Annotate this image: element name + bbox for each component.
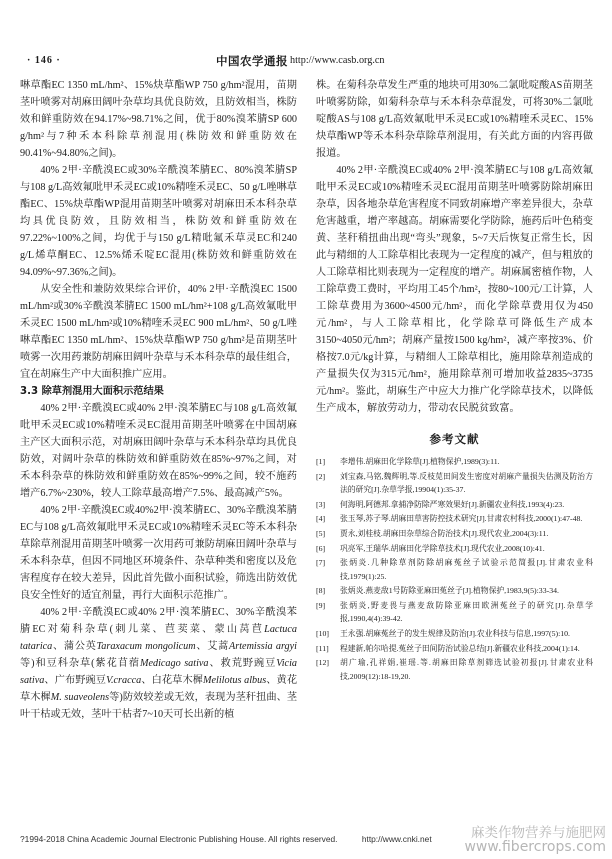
journal-url: http://www.casb.org.cn (290, 55, 385, 66)
paragraph-text: 、救荒野豌豆 (208, 658, 277, 669)
reference-text: 贾永,刘桂枝.胡麻田杂草综合防治技术[J].现代农业,2004(3):11. (340, 529, 549, 539)
paragraph-text: 等)防效较差或无效，表现为茎秆扭曲、茎叶干枯或无效，茎叶干枯者7~10天可长出新的植 (20, 692, 298, 720)
reference-number: [12] (316, 658, 329, 668)
latin-name-text: Melilotus albus (203, 675, 267, 686)
paragraph-text: 、蒲公英 (52, 641, 97, 652)
reference-text: 张炳炎,野麦畏与燕麦敌防除亚麻田欧洲菟丝子的研究[J].杂草学报,1990,4(4):39-42. (340, 601, 593, 624)
paragraph-text: 等)和豆科杂草(紫花苜蓿 (20, 658, 140, 669)
reference-number: [4] (316, 514, 326, 524)
paragraph-text: 株。在菊科杂草发生严重的地块可用30%二氯吡啶酸AS苗期茎叶喷雾防除，如菊科杂草与禾本科杂草混发，可将30%二氯吡啶酸AS与108 g/L高效氟吡甲禾灵EC或10%精喹禾灵EC、15%炔草酯WP等禾本科杂草除草剂混用，有关此方面的内容再做报道。 (316, 80, 593, 159)
reference-item (316, 599, 593, 625)
paragraph-text: 40% 2甲·辛酰溴EC或30%辛酰溴苯腈EC、80%溴苯腈SP与108 g/L高效氟吡甲禾灵EC或10%精喹禾灵EC、50 g/L唑啉草酯EC、15%炔草酯WP混用苗期茎叶喷雾对胡麻田禾本科杂草均具优良防效，且防效相当，株防效和鲜重防效在97.22%~100%之间，均优于与150 g/L精吡氟禾草灵EC和240 g/L烯草酮EC、12.5%烯禾啶EC混用(株防效和鲜重防效在94.09%~97.36%之间)。 (20, 165, 297, 278)
left-column (20, 77, 297, 723)
reference-number: [10] (316, 628, 329, 638)
latin-name-text: Vicia sativa (20, 658, 297, 686)
reference-text: 张玉琴,苏子琴.胡麻田草害防控技术研究[J].甘肃农村科技,2000(1):47-48. (340, 514, 583, 524)
footer-url: http://www.cnki.net (361, 834, 432, 844)
body-paragraph (20, 502, 297, 604)
paragraph-text: 、黄花草木樨 (20, 675, 298, 703)
paragraph-text: 啉草酯EC 1350 mL/hm²、15%炔草酯WP 750 g/hm²混用，苗期茎叶喷雾对胡麻田阔叶杂草均具优良防效，且防效相当，株防效和鲜重防效在94.17%~98.71%之间，优于80%溴苯腈SP 600 g/hm²与7种禾本科除草剂混用(株防效和鲜重防效在90.41%~94.80%之间)。 (20, 80, 297, 159)
reference-number: [2] (316, 471, 326, 481)
reference-text: 张炳炎.燕麦敌1号防除亚麻田菟丝子[J].植物保护,1983,9(5):33-34. (340, 586, 559, 596)
watermark-url: www.fibercrops.com (464, 839, 606, 855)
reference-list (316, 455, 593, 683)
right-body-paragraphs (316, 77, 593, 417)
reference-number: [5] (316, 529, 326, 539)
reference-item (316, 556, 593, 582)
right-column (316, 77, 593, 684)
paragraph-text: 从安全性和兼防效果综合评价，40% 2甲·辛酰溴EC 1500 mL/hm²或30%辛酰溴苯腈EC 1500 mL/hm²+108 g/L高效氟吡甲禾灵EC 1500 mL/hm²或10%精喹禾灵EC 900 mL/hm²、50 g/L唑啉草酯EC 1350 mL/hm²、15%炔草酯WP 750 g/hm²是苗期茎叶喷雾一次用药兼防胡麻田阔叶杂草与禾本科杂草的最佳组合，宜在胡麻生产中大面积推广应用。 (20, 284, 297, 380)
latin-name-text: Artemissia argyi (229, 641, 297, 652)
paragraph-text: 40% 2甲·辛酰溴EC或40% 2甲·溴苯腈EC与108 g/L高效氟吡甲禾灵EC或10%精喹禾灵EC混用苗期茎叶喷雾防除胡麻田杂草，因各地杂草危害程度不同致胡麻增产率差异很大，杂草危害越重，增产率越高。胡麻需要化学防除，施药后叶色稍变黄、茎秆稍扭曲出现“弯头”现象，5~7天后恢复正常生长，因此与精细的人工除草相比表现为一定程度的减产，但与粗放的人工除草相比则表现为一定程度的增产。胡麻属密植作物，人工除草费工费时，平均用工45个/hm²，按80~100元/工计算，人工除草费用为3600~4500元/hm²，而化学除草费用仅为450元/hm²，与人工除草相比，化学除草可降低生产成本3150~4050元/hm²；胡麻产量按1500 kg/hm²，减产率按3%、价格按7.0元/kg计算，与精细人工除草相比，施用除草剂造成的产量损失仅为315元/hm²，施用除草剂可增加收益2835~3735元/hm²。鉴此，胡麻生产中应大力推广化学除草技术，以降低生产成本，解放劳动力，带动农民脱贫致富。 (316, 165, 593, 414)
section-heading: 3.3 除草剂混用大面积示范结果 (20, 386, 164, 397)
watermark-title: 麻类作物营养与施肥网 (471, 825, 606, 841)
body-paragraph (20, 77, 297, 162)
paragraph-text: 40% 2甲·辛酰溴EC或40% 2甲·溴苯腈EC与108 g/L高效氟吡甲禾灵EC或10%精喹禾灵EC混用苗期茎叶喷雾在中国胡麻主产区大面积示范，对胡麻田阔叶杂草与禾本科杂草均具优良防效，对阔叶杂草的株防效和鲜重防效在85%~97%之间，对禾本科杂草的株防效和鲜重防效在85%~99%之间，较不施药增产6.7%~230%，较人工除草最高增产7.5%、最高减产5%。 (20, 403, 297, 499)
latin-name-text: Lactuca tatarica (20, 624, 297, 652)
reference-text: 王永强.胡麻菟丝子的发生规律及防治[J].农业科技与信息,1997(5):10. (340, 628, 570, 638)
reference-number: [11] (316, 643, 329, 653)
references-heading: 参考文献 (429, 432, 480, 446)
reference-number: [8] (316, 586, 326, 596)
paragraph-text: 、艾蒿 (195, 641, 230, 652)
paragraph-text: 、白花草木樨 (141, 675, 203, 686)
reference-item (316, 512, 593, 525)
reference-item (316, 527, 593, 540)
reference-text: 刘宝森,马铭,魏辉明,等.反枝苋田间发生密度对胡麻产量损失估测及防治方法的研究[J].杂草学报,19904(1):35-37. (340, 471, 593, 494)
reference-item (316, 455, 593, 468)
latin-name-text: V.cracca (106, 675, 142, 686)
reference-item (316, 584, 593, 597)
reference-number: [7] (316, 558, 326, 568)
reference-number: [9] (316, 601, 326, 611)
left-intro-paragraphs (20, 77, 297, 383)
body-paragraph (20, 604, 297, 723)
body-paragraph (316, 77, 593, 162)
body-paragraph (20, 162, 297, 281)
copyright-notice: ?1994-2018 China Academic Journal Electronic Publishing House. All rights reserved. (20, 834, 338, 844)
paragraph-text: 40% 2甲·辛酰溴EC或40%2甲·溴苯腈EC、30%辛酰溴苯腈EC与108 g/L高效氟吡甲禾灵EC或10%精喹禾灵EC等禾本科杂草除草剂混用苗期茎叶喷雾一次用药可兼防胡麻田阔叶杂草与禾本科杂草，但因不同地区环境条件、杂草种类和密度以及危害程度存在较大差异，因此首先做小面积试验，筛选出防效优良安全性好的适宜剂量，再行大面积示范推广。 (20, 505, 297, 601)
reference-number: [6] (316, 543, 326, 553)
reference-text: 张炳炎.几种除草剂防除胡麻菟丝子试验示范简报[J].甘肃农业科技,1979(1):25. (340, 558, 593, 581)
reference-text: 何海明,阿德邦.拿捕净防除严寒效果好[J].新疆农业科技,1993(4):23. (340, 499, 565, 509)
reference-item (316, 498, 593, 511)
paragraph-text: 、广布野豌豆 (44, 675, 107, 686)
reference-text: 胡广瑜,孔祥娟,崔瑶.等.胡麻田除草剂筛选试验初报[J].甘肃农业科技,2009(12):18-19,20. (340, 658, 593, 681)
latin-name-text: Medicago sativa (139, 658, 209, 669)
reference-text: 巩亮军,王瑞华.胡麻田化学除草技术[J].现代农业,2008(10):41. (340, 543, 545, 553)
page-footer (20, 834, 432, 844)
body-paragraph (20, 400, 297, 502)
reference-item (316, 542, 593, 555)
reference-item (316, 656, 593, 682)
reference-text: 李增伟.胡麻田化学除草[J].植物保护,1989(3):11. (340, 457, 500, 466)
section-paragraphs (20, 400, 297, 723)
body-paragraph (20, 281, 297, 383)
reference-number: [3] (316, 499, 326, 509)
page-number: · 146 · (27, 55, 61, 66)
reference-item (316, 470, 593, 496)
reference-number: [1] (316, 457, 326, 466)
body-paragraph (316, 162, 593, 417)
latin-name-text: Taraxacum mongolicum (96, 641, 196, 652)
reference-text: 程建新,帕尔哈提.菟丝子田间防治试验总结[J].新疆农业科技,2004(1):14. (340, 643, 580, 653)
paragraph-text: 40% 2甲·辛酰溴EC或40% 2甲·溴苯腈EC、30%辛酰溴苯腈EC对菊科杂草(刺儿菜、苣荬菜、蒙山莴苣 (20, 607, 297, 635)
reference-item (316, 627, 593, 640)
latin-name-text: M. suaveolens (50, 692, 110, 703)
journal-name: 中国农学通报 (216, 54, 288, 68)
reference-item (316, 642, 593, 655)
